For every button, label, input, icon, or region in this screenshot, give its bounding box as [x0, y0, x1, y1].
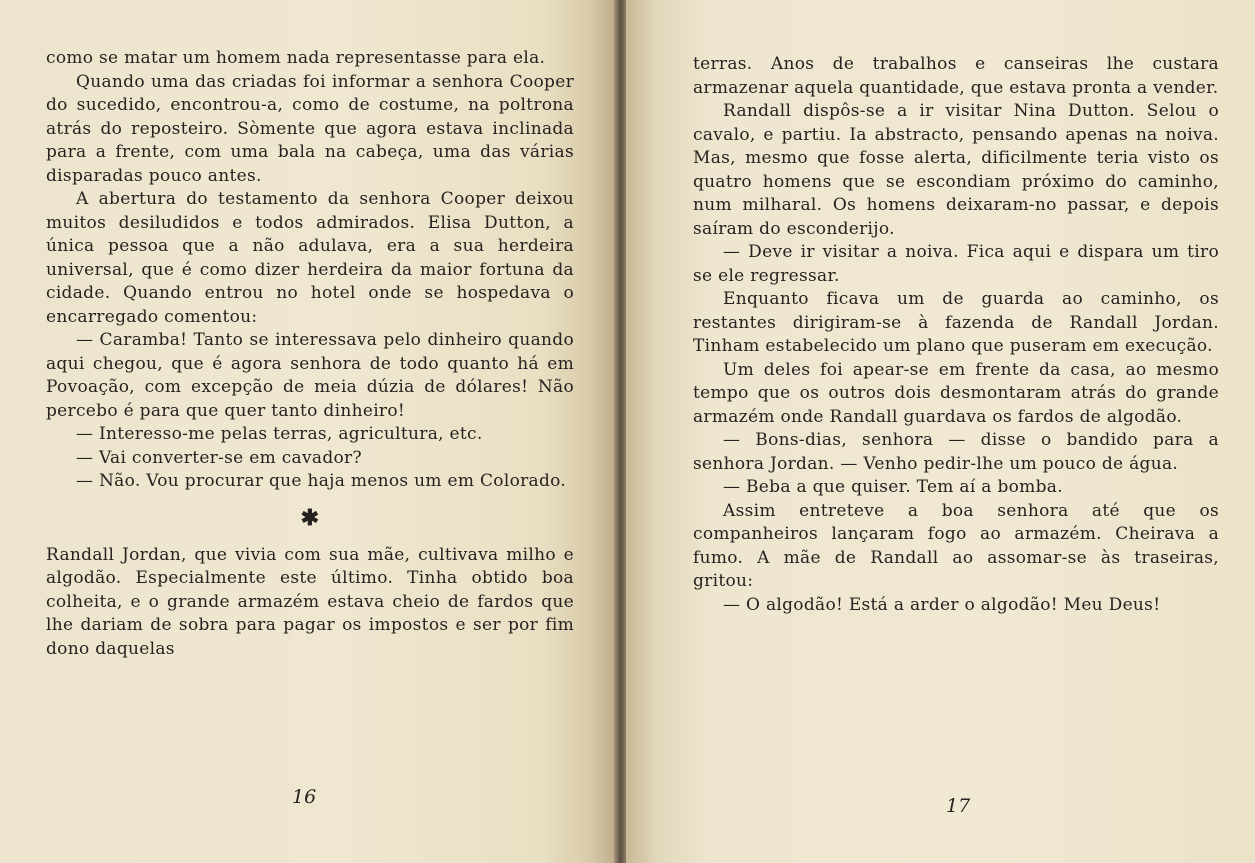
dialogue-line: — Vai converter-se em cavador?	[76, 447, 362, 468]
paragraph: Enquanto ficava um de guarda ao caminho, os restantes dirigiram-se à fazenda de Randall Jordan. Tinham estabelecido um plano que puseram em execução.	[693, 289, 1219, 356]
dialogue-line: — O algodão! Está a arder o algodão! Meu Deus!	[723, 594, 1161, 615]
left-page	[0, 0, 614, 863]
dialogue-line: — Caramba! Tanto se interessava pelo dinheiro quando aqui chegou, que é agora senhora de todo quanto há em Povoação, com excepção de meia dúzia de dólares! Não percebo é para que quer tanto dinheiro!	[46, 330, 574, 421]
paragraph: Randall Jordan, que vivia com sua mãe, cultivava milho e algodão. Especialmente este último. Tinha obtido boa colheita, e o grande armazém estava cheio de fardos que lhe dariam de sobra para pagar os impostos e ser por fim dono daquelas	[46, 544, 574, 659]
right-page	[626, 0, 1255, 863]
page-number: 17	[946, 795, 971, 817]
book-gutter	[614, 0, 626, 863]
dialogue-line: — Interesso-me pelas terras, agricultura, etc.	[76, 424, 483, 444]
paragraph: Assim entreteve a boa senhora até que os companheiros lançaram fogo ao armazém. Cheirava a fumo. A mãe de Randall ao assomar-se às traseiras, gritou:	[693, 500, 1219, 591]
right-page-text	[693, 53, 1219, 617]
dialogue-line: — Bons-dias, senhora — disse o bandido para a senhora Jordan. — Venho pedir-lhe um pouco de água.	[693, 430, 1219, 474]
dialogue-line: — Não. Vou procurar que haja menos um em Colorado.	[76, 471, 567, 491]
left-page-text	[46, 47, 574, 661]
paragraph: como se matar um homem nada representasse para ela.	[46, 48, 546, 68]
paragraph: A abertura do testamento da senhora Cooper deixou muitos desiludidos e todos admirados. Elisa Dutton, a única pessoa que a não adulava, era a sua herdeira universal, que é como dizer herdeira da maior fortuna da cidade. Quando entrou no hotel onde se hospedava o encarregado comentou:	[46, 189, 574, 327]
dialogue-line: — Beba a que quiser. Tem aí a bomba.	[723, 477, 1063, 497]
paragraph: Quando uma das criadas foi informar a senhora Cooper do sucedido, encontrou-a, como de costume, na poltrona atrás do reposteiro. Sòmente que agora estava inclinada para a frente, com uma bala na cabeça, uma das várias disparadas pouco antes.	[46, 71, 574, 186]
paragraph: Um deles foi apear-se em frente da casa, ao mesmo tempo que os outros dois desmontaram atrás do grande armazém onde Randall guardava os fardos de algodão.	[693, 359, 1219, 427]
section-separator-icon: ✱	[300, 504, 320, 531]
paragraph: terras. Anos de trabalhos e canseiras lhe custara armazenar aquela quantidade, que estava pronta a vender.	[693, 54, 1219, 98]
dialogue-line: — Deve ir visitar a noiva. Fica aqui e dispara um tiro se ele regressar.	[693, 242, 1219, 286]
page-number: 16	[292, 786, 317, 808]
paragraph: Randall dispôs-se a ir visitar Nina Dutton. Selou o cavalo, e partiu. Ia abstracto, pensando apenas na noiva. Mas, mesmo que fosse alerta, dificilmente teria visto os quatro homens que se escondiam próximo do caminho, num milharal. Os homens deixaram-no passar, e depois saíram do esconderijo.	[693, 101, 1219, 239]
